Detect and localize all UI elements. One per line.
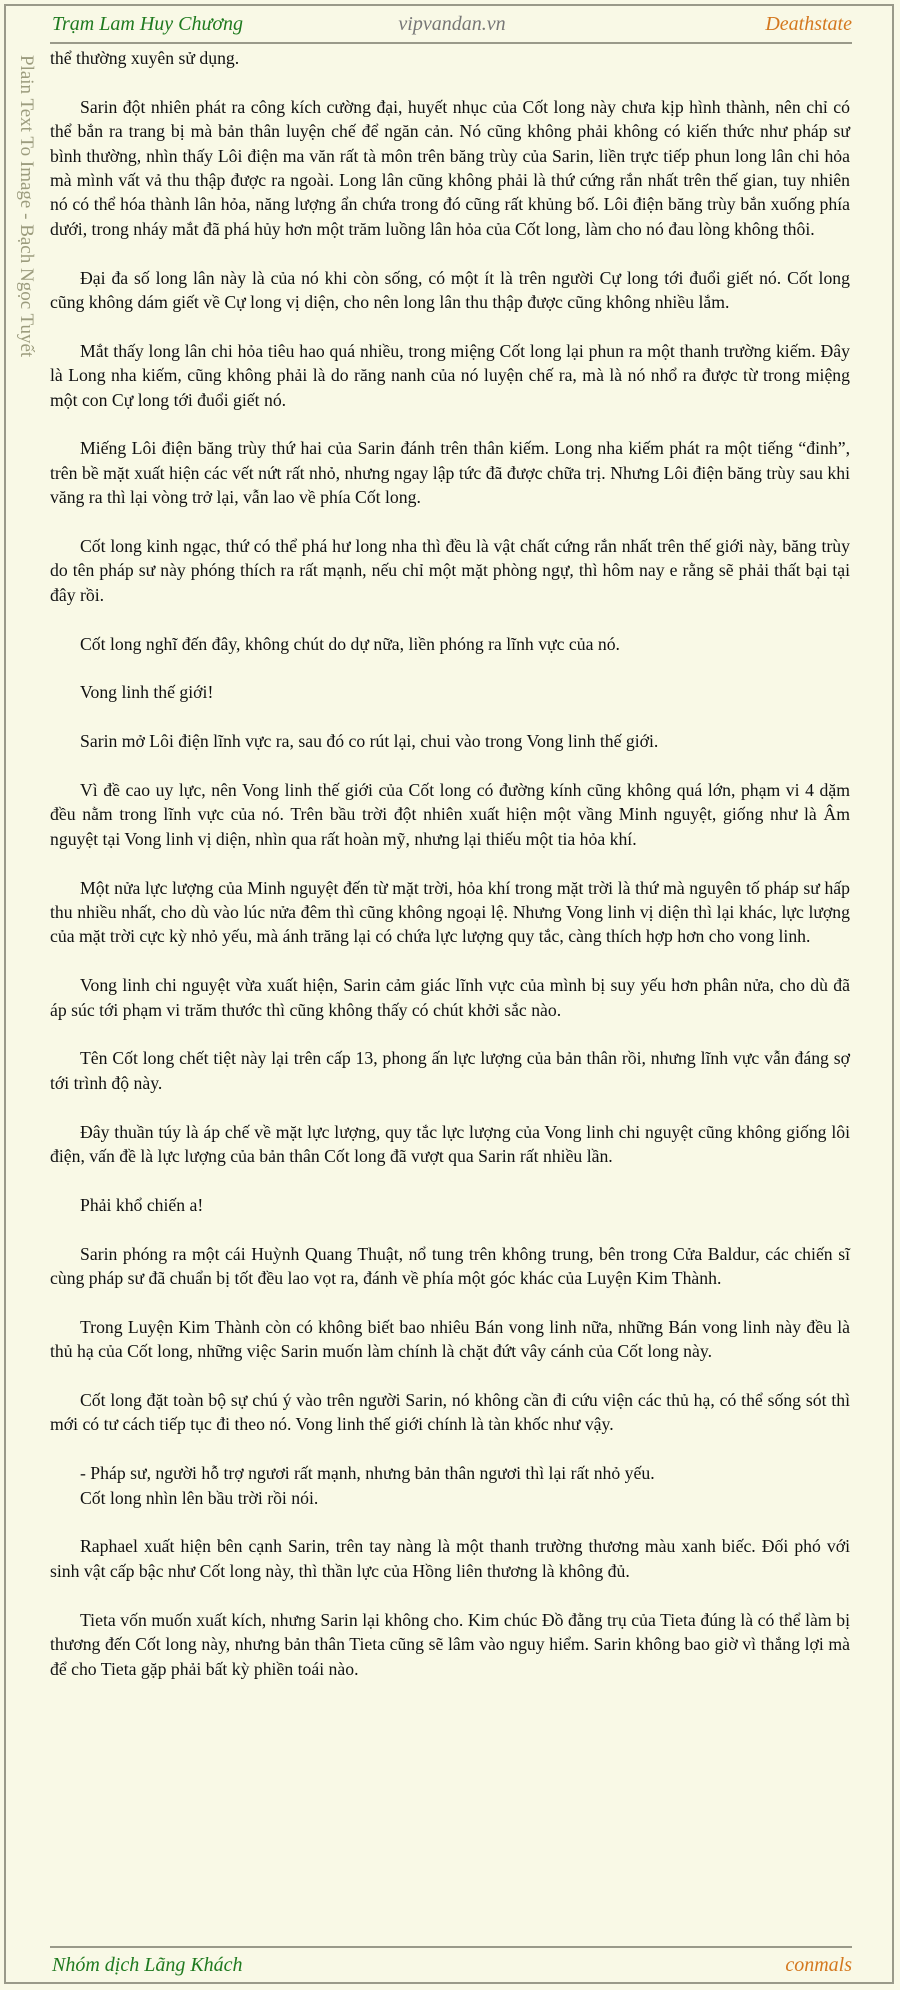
header-domain: vipvandan.vn	[398, 13, 506, 35]
paragraph: Raphael xuất hiện bên cạnh Sarin, trên tay nàng là một thanh trường thương màu xanh biếc. Đối phó với sinh vật cấp bậc như Cốt long này, thì thần lực của Hồng liên thương là không đủ.	[50, 1536, 850, 1581]
paragraph: Cốt long kinh ngạc, thứ có thể phá hư long nha thì đều là vật chất cứng rắn nhất trên thế giới này, băng trùy do tên pháp sư này phóng thích ra rất mạnh, nếu chỉ một mặt phòng ngự, thì hôm nay e rằng sẽ phải thất bại tại đây rồi.	[50, 536, 850, 605]
paragraph: Mắt thấy long lân chi hỏa tiêu hao quá nhiều, trong miệng Cốt long lại phun ra một thanh trường kiếm. Đây là Long nha kiếm, cũng không phải là do răng nanh của nó luyện chế ra, mà là nó nhổ ra được từ trong miệng một con Cự long tới đuổi giết nó.	[50, 340, 850, 410]
page-footer	[52, 1951, 852, 1981]
chapter-text	[50, 46, 850, 1705]
header-divider	[50, 42, 852, 44]
paragraph: Miếng Lôi điện băng trùy thứ hai của Sarin đánh trên thân kiếm. Long nha kiếm phát ra một tiếng “đinh”, trên bề mặt xuất hiện các vết nứt rất nhỏ, nhưng ngay lập tức đã được chữa trị. Nhưng Lôi điện băng trùy sau khi văng ra thì lại vòng trở lại, vẫn lao về phía Cốt long.	[50, 438, 850, 508]
dialog-line: Cốt long nhìn lên bầu trời rồi nói.	[80, 1487, 319, 1508]
paragraph: Một nửa lực lượng của Minh nguyệt đến từ mặt trời, hỏa khí trong mặt trời là thứ mà nguyên tố pháp sư hấp thu nhiều nhất, cho dù vào lúc nửa đêm thì cũng không ngoại lệ. Nhưng Vong linh vị diện thì lại khác, lực lượng của mặt trời cực kỳ nhỏ yếu, mà ánh trăng lại có chứa lực lượng quy tắc, càng thích hợp hơn cho vong linh.	[50, 877, 850, 947]
footer-editor: conmals	[785, 1954, 852, 1976]
dialog-block	[50, 1461, 850, 1510]
header-author: Deathstate	[765, 13, 852, 35]
paragraph: Sarin phóng ra một cái Huỳnh Quang Thuật, nổ tung trên không trung, bên trong Cửa Baldur, các chiến sĩ cùng pháp sư đã chuẩn bị tốt đều lao vọt ra, đánh về phía một góc khác của Luyện Kim Thành.	[50, 1243, 850, 1289]
paragraph: Tên Cốt long chết tiệt này lại trên cấp 13, phong ấn lực lượng của bản thân rồi, nhưng lĩnh vực vẫn đáng sợ tới trình độ này.	[50, 1048, 850, 1093]
header-site-title: Trạm Lam Huy Chương	[52, 13, 244, 35]
page-header	[52, 10, 852, 40]
footer-translator: Nhóm dịch Lãng Khách	[52, 1954, 243, 1976]
footer-divider	[50, 1946, 852, 1948]
paragraph: Đại đa số long lân này là của nó khi còn sống, có một ít là trên người Cự long tới đuổi giết nó. Cốt long cũng không dám giết về Cự long vị diện, cho nên long lân thu thập được cũng không nhiều lắm.	[50, 267, 850, 313]
lead-paragraph: thể thường xuyên sử dụng.	[50, 48, 240, 68]
paragraph: Vong linh thế giới!	[80, 682, 214, 703]
paragraph: Cốt long nghĩ đến đây, không chút do dự nữa, liền phóng ra lĩnh vực của nó.	[80, 633, 620, 654]
paragraph: Phải khổ chiến a!	[80, 1194, 204, 1215]
sidebar-watermark: Plain Text To Image - Bạch Ngọc Tuyết	[16, 55, 37, 358]
paragraph: Vì đề cao uy lực, nên Vong linh thế giới của Cốt long có đường kính cũng không quá lớn, phạm vi 4 dặm đều nằm trong lĩnh vực của nó. Trên bầu trời đột nhiên xuất hiện một vầng Minh nguyệt, giống như là Âm nguyệt tại Vong linh vị diện, nhìn qua rất hoàn mỹ, nhưng lại thiếu một tia hỏa khí.	[50, 780, 850, 849]
paragraph: Đây thuần túy là áp chế về mặt lực lượng, quy tắc lực lượng của Vong linh chi nguyệt cũng không giống lôi điện, vấn đề là lực lượng của bản thân Cốt long đã vượt qua Sarin rất nhiều lần.	[50, 1121, 850, 1167]
paragraph: Cốt long đặt toàn bộ sự chú ý vào trên người Sarin, nó không cần đi cứu viện các thủ hạ, có thể sống sót thì mới có tư cách tiếp tục đi theo nó. Vong linh thế giới chính là tàn khốc như vậy.	[50, 1390, 850, 1435]
paragraph: Tieta vốn muốn xuất kích, nhưng Sarin lại không cho. Kim chúc Đồ đằng trụ của Tieta đúng là có thể làm bị thương đến Cốt long này, nhưng bản thân Tieta cũng sẽ lâm vào nguy hiểm. Sarin không bao giờ vì thắng lợi mà để cho Tieta gặp phải bất kỳ phiền toái nào.	[50, 1609, 850, 1679]
dialog-line: - Pháp sư, người hỗ trợ ngươi rất mạnh, nhưng bản thân ngươi thì lại rất nhỏ yếu.	[80, 1463, 655, 1484]
paragraph: Sarin đột nhiên phát ra công kích cường đại, huyết nhục của Cốt long này chưa kịp hình thành, nên chỉ có thể bắn ra trang bị mà bản thân luyện chế để ngăn cản. Nó cũng không phải không có kiến thức như pháp sư bình thường, nhìn thấy Lôi điện ma văn rất tà môn trên băng trùy của Sarin, liền trực tiếp phun long lân chi hỏa mà mình vất vả thu thập được ra ngoài. Long lân cũng không phải là thứ cứng rắn nhất trên thế gian, tuy nhiên nó có thể hóa thành lân hỏa, năng lượng ẩn chứa trong đó cũng rất khủng bố. Lôi điện băng trùy bắn xuống phía dưới, trong nháy mắt đã phá hủy hơn một trăm luồng lân hỏa của Cốt long, làm cho nó đau lòng không thôi.	[50, 96, 850, 239]
paragraph: Vong linh chi nguyệt vừa xuất hiện, Sarin cảm giác lĩnh vực của mình bị suy yếu hơn phân nửa, cho dù đã áp súc tới phạm vi trăm thước thì cũng không thấy có chút khởi sắc nào.	[50, 975, 850, 1020]
paragraph: Sarin mở Lôi điện lĩnh vực ra, sau đó co rút lại, chui vào trong Vong linh thế giới.	[80, 731, 659, 752]
paragraph: Trong Luyện Kim Thành còn có không biết bao nhiêu Bán vong linh nữa, những Bán vong linh này đều là thủ hạ của Cốt long, những việc Sarin muốn làm chính là chặt đứt vây cánh của Cốt long này.	[50, 1316, 850, 1362]
